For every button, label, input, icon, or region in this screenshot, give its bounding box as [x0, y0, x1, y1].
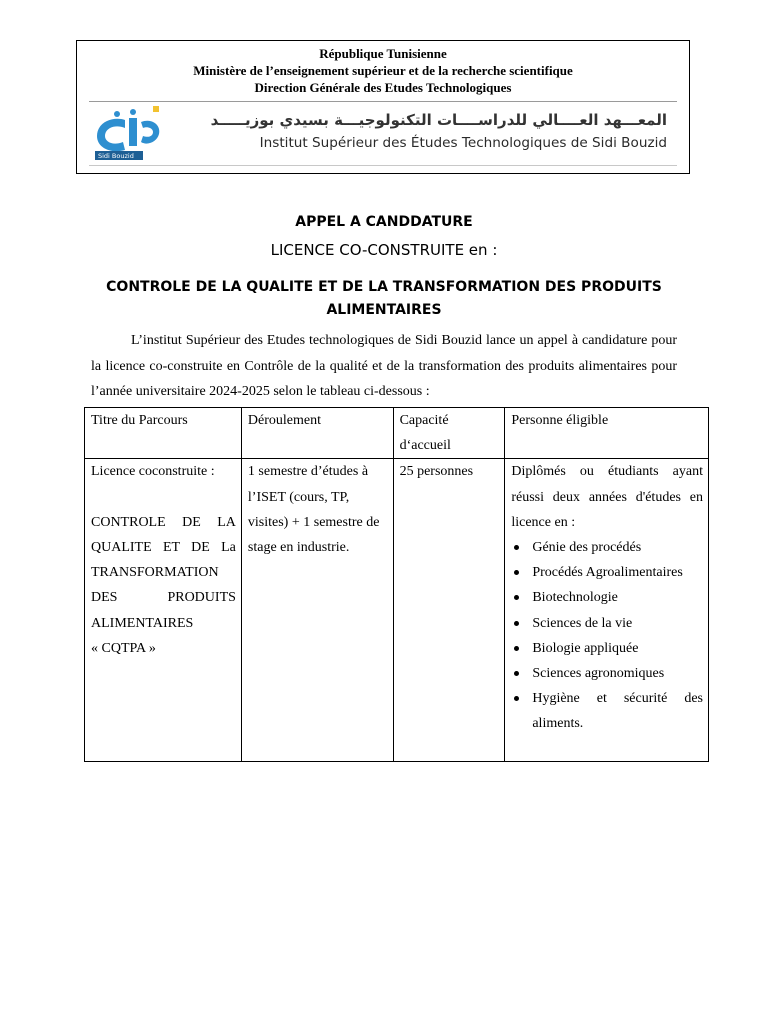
header-deroulement: Déroulement — [241, 408, 393, 459]
intro-paragraph: L’institut Supérieur des Etudes technologiques de Sidi Bouzid lance un appel à candidature pour la licence co-construite en Contrôle de la qualité et de la transformation des produits alimentaires pour l’année universitaire 2024-2025 selon le tableau ci-dessous : — [91, 333, 677, 399]
list-item: Hygiène et sécurité des aliments. — [511, 686, 703, 736]
logo-caption: Sidi Bouzid — [98, 152, 134, 160]
iset-logo — [91, 106, 165, 160]
eligible-intro: Diplômés ou étudiants ayant réussi deux années d'études en licence en : — [511, 464, 703, 530]
letterhead-box — [76, 40, 690, 174]
banner-top-rule — [89, 101, 677, 102]
list-item: Biotechnologie — [511, 585, 703, 610]
cell-parcours — [85, 459, 242, 762]
direction-name: Direction Générale des Etudes Technologiques — [254, 80, 512, 95]
ministry-name: Ministère de l’enseignement supérieur et de la recherche scientifique — [193, 63, 573, 78]
list-item: Génie des procédés — [511, 535, 703, 560]
cell-capacite: 25 personnes — [393, 459, 505, 762]
eligible-list — [511, 535, 703, 737]
table-row — [85, 459, 709, 762]
cell-eligible — [505, 459, 709, 762]
list-item: Sciences agronomiques — [511, 661, 703, 686]
header-personne-eligible: Personne éligible — [505, 408, 709, 459]
parcours-code: « CQTPA » — [91, 640, 156, 656]
cell-deroulement: 1 semestre d’études à l’ISET (cours, TP, visites) + 1 semestre de stage en industrie. — [241, 459, 393, 762]
header-capacite: Capacité d‘accueil — [393, 408, 505, 459]
parcours-name: CONTROLE DE LA QUALITE ET DE La TRANSFORMATION DES PRODUITS ALIMENTAIRES — [91, 514, 236, 631]
licence-subtitle: LICENCE CO-CONSTRUITE en : — [270, 241, 498, 259]
country-name: République Tunisienne — [319, 46, 447, 61]
programme-table — [84, 407, 709, 762]
programme-title: CONTROLE DE LA QUALITE ET DE LA TRANSFORMATION DES PRODUITS ALIMENTAIRES — [106, 279, 662, 318]
institute-name-latin: Institut Supérieur des Études Technologiques de Sidi Bouzid — [259, 135, 667, 151]
parcours-label: Licence coconstruite : — [91, 464, 215, 480]
header-titre-parcours: Titre du Parcours — [85, 408, 242, 459]
list-item: Procédés Agroalimentaires — [511, 560, 703, 585]
list-item: Biologie appliquée — [511, 636, 703, 661]
institute-banner — [89, 101, 677, 171]
list-item: Sciences de la vie — [511, 611, 703, 636]
table-header-row — [85, 408, 709, 459]
call-title: APPEL A CANDDATURE — [295, 214, 473, 230]
banner-bottom-rule — [89, 165, 677, 166]
institute-name-arabic: المعـــهد العــــالي للدراســــات التكنولوجيـــة بسيدي بوزيـــــد — [210, 111, 667, 129]
parcours-spacer — [91, 485, 236, 510]
